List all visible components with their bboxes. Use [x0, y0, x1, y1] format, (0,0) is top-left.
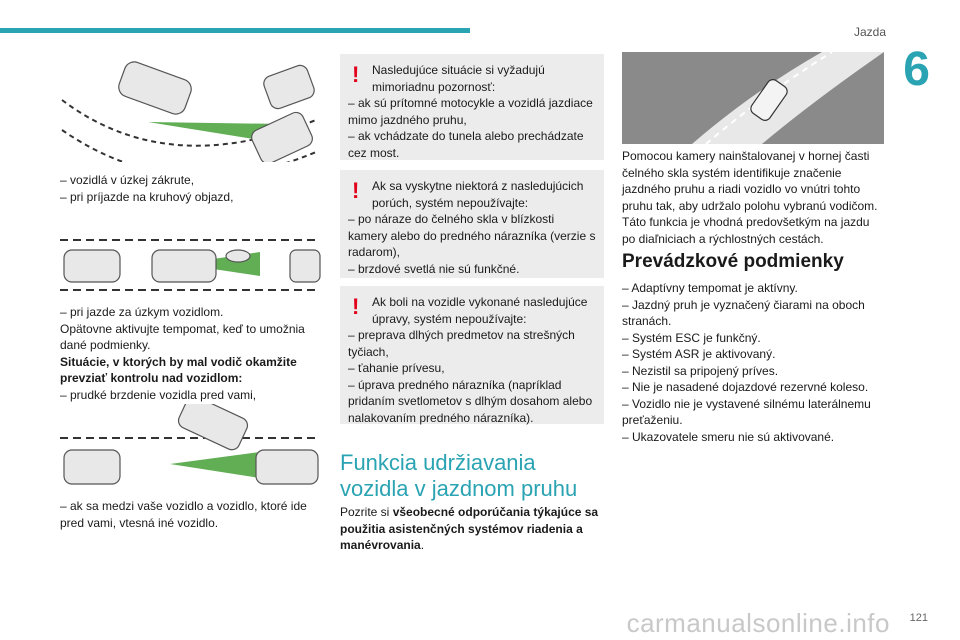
col1-body	[60, 304, 320, 403]
situations-heading: Situácie, v ktorých by mal vodič okamžite prevziať kontrolu nad vozidlom:	[60, 354, 297, 385]
paragraph: Opätovne aktivujte tempomat, keď to umožnia dané podmienky.	[60, 321, 305, 352]
list-item: – Nie je nasadené dojazdové rezervné koleso.	[622, 380, 869, 394]
warning-icon: !	[352, 178, 360, 203]
list-item: – Vozidlo nie je vystavené silnému laterálnemu preťaženiu.	[622, 396, 871, 427]
warning-intro: Ak sa vyskytne niektorá z nasledujúcich porúch, systém nepoužívajte:	[372, 179, 584, 210]
cut-in-illustration	[60, 404, 322, 488]
list-item: – ak sa medzi vaše vozidlo a vozidlo, ktoré ide pred vami, vtesná iné vozidlo.	[60, 499, 307, 530]
conditions-heading: Prevádzkové podmienky	[622, 251, 844, 272]
list-item: – Ukazovatele smeru nie sú aktivované.	[622, 429, 835, 444]
warning-box-faults	[340, 170, 604, 278]
list-item: – vozidlá v úzkej zákrute,	[60, 173, 195, 187]
ref-bold: všeobecné odporúčania týkajúce sa použitia asistenčných systémov riadenia a manévrovania	[340, 505, 599, 552]
list-item: – Nezistil sa pripojený príves.	[622, 363, 779, 378]
list-item: – Systém ASR je aktivovaný.	[622, 347, 776, 361]
list-item: – pri príjazde na kruhový objazd,	[60, 189, 234, 204]
watermark: carmanualsonline.info	[626, 608, 890, 638]
conditions-list	[622, 280, 884, 445]
list-item: – Adaptívny tempomat je aktívny.	[622, 281, 798, 295]
list-item: – prudké brzdenie vozidla pred vami,	[60, 387, 257, 402]
warning-box-modifications	[340, 286, 604, 424]
warning-intro: Nasledujúce situácie si vyžadujú mimoriadnu pozornosť:	[372, 63, 545, 94]
lane-keeping-illustration	[622, 52, 884, 144]
warning-icon: !	[352, 294, 360, 319]
list-item: – po náraze do čelného skla v blízkosti kamery alebo do predného nárazníka (verzie s radarom),	[348, 212, 596, 259]
ref-suffix: .	[420, 538, 425, 552]
chapter-number: 6	[903, 43, 930, 96]
warning-intro: Ak boli na vozidle vykonané nasledujúce úpravy, systém nepoužívajte:	[372, 295, 588, 326]
list-item: – pri jazde za úzkym vozidlom.	[60, 305, 224, 319]
page-number: 121	[909, 612, 928, 624]
list-item: – úprava predného nárazníka (napríklad pridaním svetlometov s dlhým dosahom alebo nalakovaním predného nárazníka).	[348, 377, 593, 425]
ref-prefix: Pozrite si	[340, 505, 393, 519]
warning-icon: !	[352, 62, 360, 87]
curve-traffic-illustration	[58, 60, 320, 162]
list-item: – preprava dlhých predmetov na strešných tyčiach,	[348, 328, 575, 359]
list-cut-in	[60, 498, 320, 531]
reference-paragraph	[340, 504, 604, 554]
list-item: – ak vchádzate do tunela alebo prechádzate cez most.	[348, 129, 584, 160]
lane-keeping-description: Pomocou kamery nainštalovanej v hornej časti čelného skla systém identifikuje značenie jazdného pruhu a riadi vozidlo vo vnútri tohto pruhu tak, aby udržalo polohu vybranú vodičom. Táto funkcia je vhodná predovšetkým na jazdu po diaľniciach a rýchlostných cestách.	[622, 149, 878, 246]
section-title: Jazda	[853, 25, 886, 39]
list-item: – Systém ESC je funkčný.	[622, 330, 761, 345]
list-item: – ak sú prítomné motocykle a vozidlá jazdiace mimo jazdného pruhu,	[348, 96, 593, 127]
list-item: – ťahanie prívesu,	[348, 361, 445, 375]
list-item: – Jazdný pruh je vyznačený čiarami na oboch stranách.	[622, 297, 865, 328]
section-heading-lane-keeping: Funkcia udržiavania vozidla v jazdnom pruhu	[340, 450, 578, 501]
header-accent-bar	[0, 28, 470, 33]
list-narrow-curve	[60, 172, 320, 205]
warning-box-attention	[340, 54, 604, 160]
narrow-vehicle-illustration	[60, 232, 322, 294]
list-item: – brzdové svetlá nie sú funkčné.	[348, 261, 520, 276]
